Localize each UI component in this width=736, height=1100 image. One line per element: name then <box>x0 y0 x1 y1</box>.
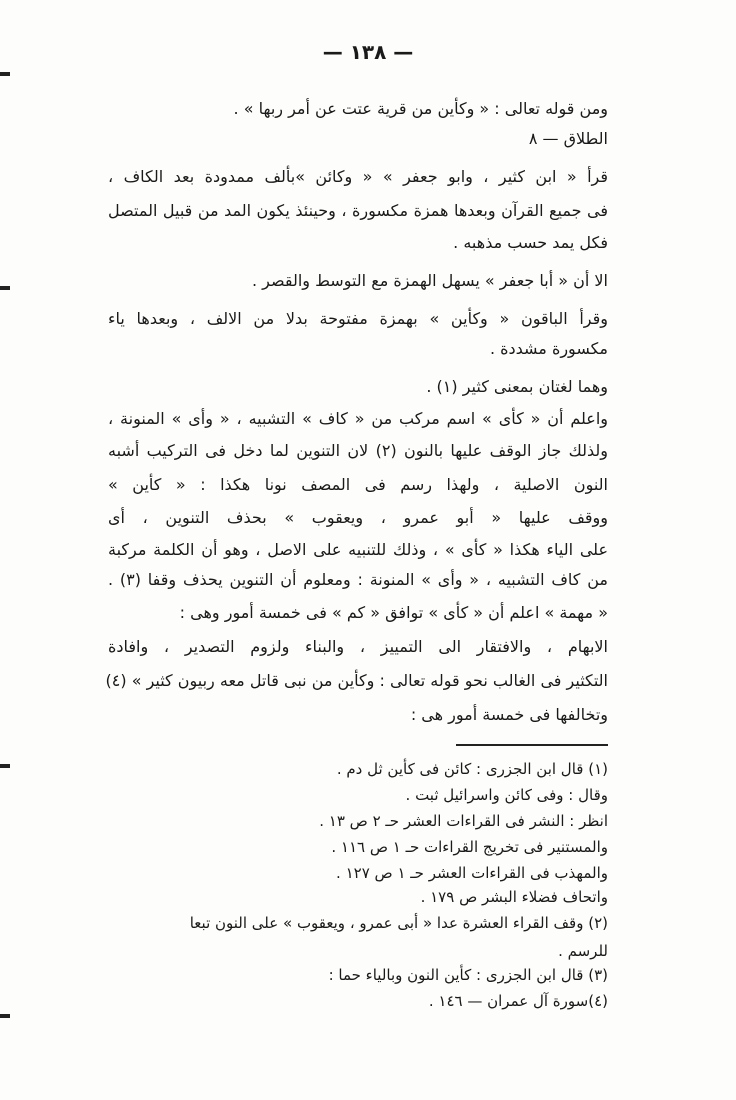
body-line: الابهام ، والافتقار الى التمييز ، والبناء ولزوم التصدير ، وافادة <box>108 637 608 656</box>
body-line: على الياء هكذا « كأى » ، وذلك للتنبيه على الاصل ، وهو أن الكلمة مركبة <box>108 540 608 559</box>
footnote-line: (٤)سورة آل عمران — ١٤٦ . <box>428 992 608 1010</box>
footnote-line: للرسم . <box>558 942 608 960</box>
body-line: فى جميع القرآن وبعدها همزة مكسورة ، وحينئذ يكون المد من قبيل المتصل <box>108 201 608 220</box>
body-line: ووقف عليها « أبو عمرو ، ويعقوب » بحذف التنوين ، أى <box>108 508 608 527</box>
body-line: التكثير فى الغالب نحو قوله تعالى : وكأين من نبى قاتل معه ربيون كثير » (٤) <box>105 671 608 690</box>
edge-mark <box>0 1014 10 1018</box>
body-line: ولذلك جاز الوقف عليها بالنون (٢) لان التنوين لما دخل فى التركيب أشبه <box>108 441 608 460</box>
body-line: وهما لغتان بمعنى كثير (١) . <box>426 377 608 396</box>
body-line: النون الاصلية ، ولهذا رسم فى المصف نونا هكذا : « كأين » <box>108 475 608 494</box>
footnote-line: واتحاف فضلاء البشر ص ١٧٩ . <box>420 888 608 906</box>
footnote-line: وقال : وفى كائن واسرائيل ثبت . <box>405 786 608 804</box>
body-line: الطلاق — ٨ <box>528 129 608 148</box>
body-line: وقرأ الباقون « وكأين » بهمزة مفتوحة بدلا من الالف ، وبعدها ياء <box>108 309 608 328</box>
body-line: الا أن « أبا جعفر » يسهل الهمزة مع التوسط والقصر . <box>252 271 608 290</box>
footnote-line: انظر : النشر فى القراءات العشر حـ ٢ ص ١٣ . <box>319 812 608 830</box>
footnote-line: (٣) قال ابن الجزرى : كأين النون وبالياء حما : <box>328 966 608 984</box>
body-line: قرأ « ابن كثير ، وابو جعفر » « وكائن »بألف ممدودة بعد الكاف ، <box>108 167 608 186</box>
body-line: « مهمة » اعلم أن « كأى » توافق « كم » فى خمسة أمور وهى : <box>179 603 608 622</box>
body-line: ومن قوله تعالى : « وكأين من قرية عتت عن أمر ربها » . <box>233 99 608 118</box>
body-line: مكسورة مشددة . <box>489 339 608 358</box>
footnote-line: والمستنير فى تخريج القراءات حـ ١ ص ١١٦ . <box>331 838 608 856</box>
footnote-line: (٢) وقف القراء العشرة عدا « أبى عمرو ، ويعقوب » على النون تبعا <box>189 914 608 932</box>
page-number: — ١٣٨ — <box>322 40 414 64</box>
footnote-line: (١) قال ابن الجزرى : كائن فى كأين ثل دم . <box>336 760 608 778</box>
body-line: وتخالفها فى خمسة أمور هى : <box>410 705 608 724</box>
edge-mark <box>0 764 10 768</box>
edge-mark <box>0 72 10 76</box>
body-line: فكل يمد حسب مذهبه . <box>453 233 608 252</box>
footnote-rule <box>456 744 608 746</box>
edge-mark <box>0 286 10 290</box>
footnote-line: والمهذب فى القراءات العشر حـ ١ ص ١٢٧ . <box>336 864 608 882</box>
body-line: واعلم أن « كأى » اسم مركب من « كاف » التشبيه ، « وأى » المنونة ، <box>108 409 608 428</box>
body-line: من كاف التشبيه ، « وأى » المنونة : ومعلوم أن التنوين يحذف وقفا (٣) . <box>108 570 608 589</box>
